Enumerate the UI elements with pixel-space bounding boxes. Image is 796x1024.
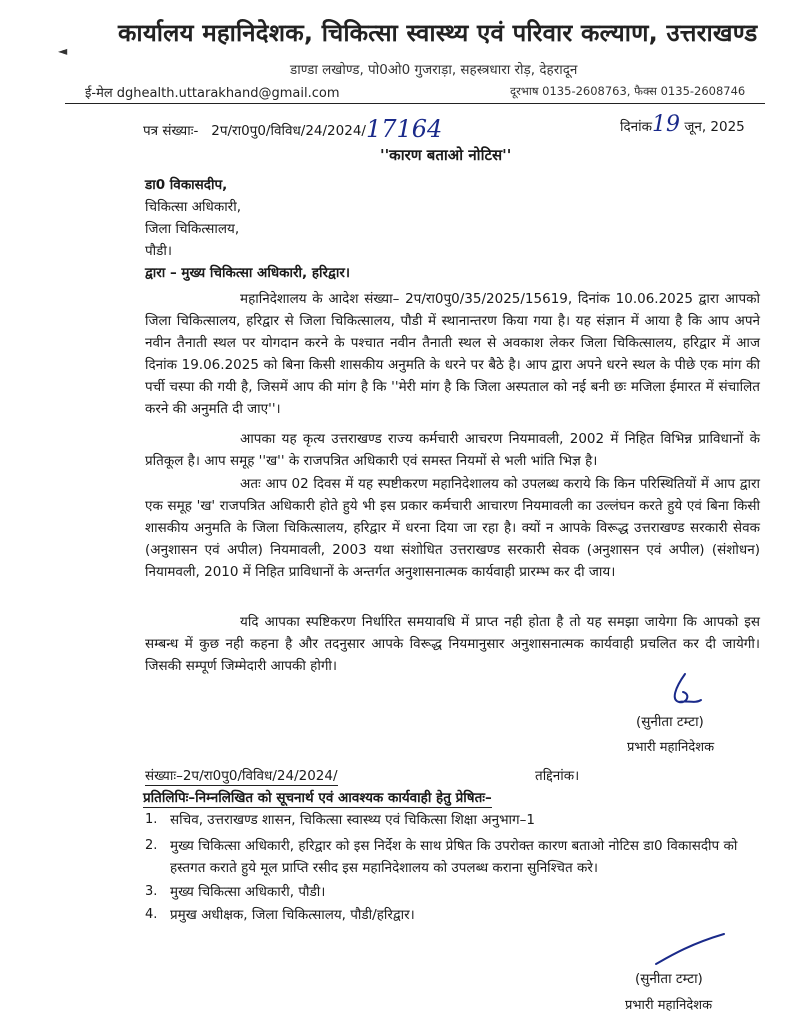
date-line xyxy=(620,112,745,137)
punch-mark: ◄ xyxy=(58,44,68,58)
notice-title: ''कारण बताओ नोटिस'' xyxy=(380,146,512,164)
date-label: दिनांक xyxy=(620,119,653,135)
letterhead-phone: दूरभाष 0135-2608763, फैक्स 0135-2608746 xyxy=(510,84,746,98)
letterhead-divider xyxy=(65,103,765,104)
letterhead-address: डाण्डा लखोण्ड, पो0ओ0 गुजराड़ा, सहस्त्रधारा रोड़, देहरादून xyxy=(290,62,578,78)
addressee-place: पौडी। xyxy=(145,243,172,259)
letterhead-title: कार्यालय महानिदेशक, चिकित्सा स्वास्थ्य एवं परिवार कल्याण, उत्तराखण्ड xyxy=(118,19,758,47)
signatory-name: (सुनीता टम्टा) xyxy=(635,971,703,987)
signatory-designation: प्रभारी महानिदेशक xyxy=(625,998,713,1013)
body-paragraph-3: अतः आप 02 दिवस में यह स्पष्टीकरण महानिदेशालय को उपलब्ध कराये कि किन परिस्थितियों में आप द्वारा एक समूह 'ख' राजपत्रित अधिकारी होते हुये भी इस प्रकार कर्मचारी आचारण नियमावली का उल्लंघन करते हुये एवं बिना किसी शासकीय अनुमति के जिला चिकित्सालय, हरिद्वार में धरना दिया जा रहा है। क्यों न आपके विरूद्ध उत्तराखण्ड सरकारी सेवक (अनुशासन एवं अपील) नियमावली, 2003 यथा संशोधित उत्तराखण्ड सरकारी सेवक (अनुशासन एवं अपील) (संशोधन) नियामवली, 2010 में निहित प्राविधानों के अन्तर्गत अनुशासनात्मक कार्यवाही प्रारम्भ कर दी जाय। xyxy=(145,476,760,580)
reference-line xyxy=(143,113,442,141)
reference-number: 2प/रा0पु0/विविध/24/2024/ xyxy=(211,123,366,139)
copy-item-number: 4. xyxy=(145,907,158,922)
body-paragraph-2: आपका यह कृत्य उत्तराखण्ड राज्य कर्मचारी आचरण नियमावली, 2002 में निहित विभिन्न प्राविधानों के प्रतिकूल है। आप समूह ''ख'' के राजपत्रित अधिकारी एवं समस्त नियमों से भली भांति भिज्ञ है। xyxy=(145,431,760,469)
copy-item: मुख्य चिकित्सा अधिकारी, पौडी। xyxy=(170,884,326,900)
signature-mark xyxy=(665,670,705,710)
copy-date: तद्दिनांक। xyxy=(535,768,580,784)
copy-item: सचिव, उत्तराखण्ड शासन, चिकित्सा स्वास्थ्य एवं चिकित्सा शिक्षा अनुभाग–1 xyxy=(170,812,535,828)
date-rest: जून, 2025 xyxy=(684,119,745,135)
copy-reference-number: संख्याः–2प/रा0पु0/विविध/24/2024/ xyxy=(145,768,338,784)
copy-item-number: 3. xyxy=(145,884,158,899)
reference-label: पत्र संख्याः- xyxy=(143,123,199,139)
reference-handwritten: 17164 xyxy=(365,115,443,143)
copy-item-number: 2. xyxy=(145,838,158,853)
addressee-name: डा0 विकासदीप, xyxy=(145,177,228,193)
signature-mark xyxy=(650,930,730,970)
copy-item: प्रमुख अधीक्षक, जिला चिकित्सालय, पौडी/हरिद्वार। xyxy=(170,907,415,923)
copy-heading: प्रतिलिपिः–निम्नलिखित को सूचनार्थ एवं आवश्यक कार्यवाही हेतु प्रेषितः– xyxy=(143,790,492,806)
body-paragraph-1: महानिदेशालय के आदेश संख्या– 2प/रा0पु0/35/2025/15619, दिनांक 10.06.2025 द्वारा आपको जिला चिकित्सालय, हरिद्वार से जिला चिकित्सालय, पौडी में स्थानान्तरण किया गया है। यह संज्ञान में आया है कि आप अपने नवीन तैनाती स्थल पर योगदान करने के पश्चात नवीन तैनाती स्थल से अवकाश लेकर जिला चिकित्सालय, हरिद्वार में आज दिनांक 19.06.2025 को बिना किसी शासकीय अनुमति के धरने पर बैठे है। आप द्वारा अपने धरने स्थल के पीछे एक मांग की पर्ची चस्पा की गयी है, जिसमें आप की मांग है कि ''मेरी मांग है कि जिला अस्पताल को नई बनी छः मजिला ईमारत में संचालित करने की अनुमति दी जाए''। xyxy=(145,291,760,417)
letterhead-email: ई-मेल dghealth.uttarakhand@gmail.com xyxy=(85,86,340,101)
addressee-office: जिला चिकित्सालय, xyxy=(145,221,240,237)
copy-item: मुख्य चिकित्सा अधिकारी, हरिद्वार को इस निर्देश के साथ प्रेषित कि उपरोक्त कारण बताओ नोटिस डा0 विकासदीप को हस्तगत कराते हुये मूल प्राप्ति रसीद इस महानिदेशालय को उपलब्ध कराना सुनिश्चित करे। xyxy=(170,838,738,876)
addressee-designation: चिकित्सा अधिकारी, xyxy=(145,199,241,215)
copy-item-number: 1. xyxy=(145,812,158,827)
signatory-designation: प्रभारी महानिदेशक xyxy=(627,740,715,755)
date-handwritten: 19 xyxy=(652,112,681,137)
copy-reference xyxy=(145,766,338,784)
body-paragraph-4: यदि आपका स्पष्टिकरण निर्धारित समयावधि में प्राप्त नही होता है तो यह समझा जायेगा कि आपको इस सम्बन्ध में कुछ नही कहना है और तदनुसार आपके विरूद्ध नियमानुसार अनुशासनात्मक कार्यवाही प्रचलित कर दी जायेगी। जिसकी सम्पूर्ण जिम्मेदारी आपकी होगी। xyxy=(145,614,760,674)
signatory-name: (सुनीता टम्टा) xyxy=(636,714,704,730)
addressee-via: द्वारा – मुख्य चिकित्सा अधिकारी, हरिद्वार। xyxy=(145,265,350,281)
